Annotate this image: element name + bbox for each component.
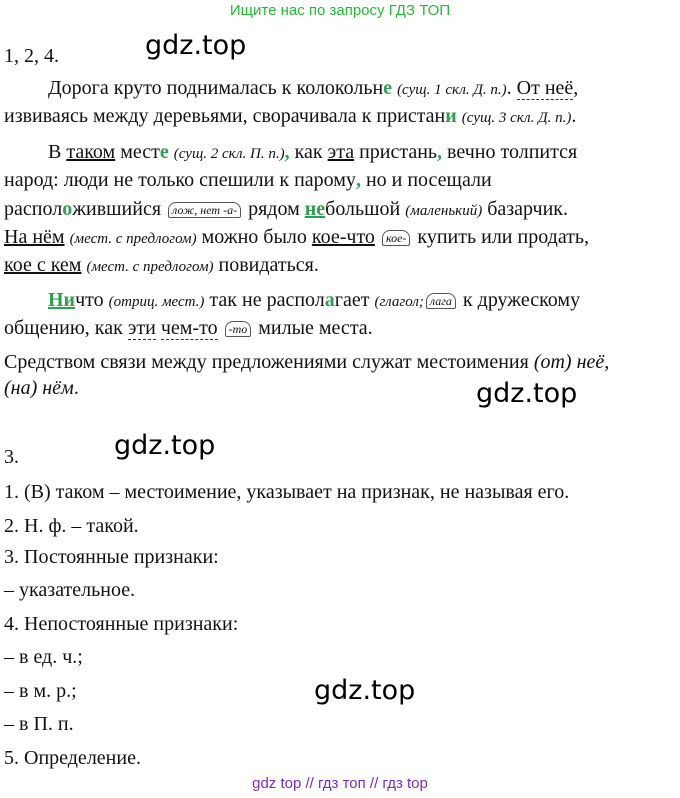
analysis-line: – в м. р.;	[4, 680, 77, 702]
analysis-line: – указательное.	[4, 579, 136, 601]
conclusion-line-1: Средством связи между предложениями служат местоимения (от) неё,	[4, 351, 610, 373]
watermark: gdz.top	[145, 30, 247, 61]
paragraph-1-line-1: Дорога круто поднималась к колокольне (сущ. 1 скл. Д. п.). От неё,	[48, 77, 579, 99]
analysis-line: 3. Постоянные признаки:	[4, 546, 219, 568]
task-number: 1, 2, 4.	[4, 45, 59, 67]
analysis-line: 4. Непостоянные признаки:	[4, 613, 239, 635]
morpheme-mark: -то	[225, 321, 252, 337]
paragraph-1-line-2: извиваясь между деревьями, сворачивала к пристани (сущ. 3 скл. Д. п.).	[4, 105, 577, 127]
morpheme-mark: лож, нет -а-	[168, 202, 241, 218]
watermark: gdz.top	[476, 378, 578, 409]
analysis-line: 2. Н. ф. – такой.	[4, 515, 139, 537]
paragraph-2-line-3: расположившийся лож, нет -а- рядом небольшой (маленький) базарчик.	[4, 198, 568, 220]
bottom-banner[interactable]: gdz top // гдз топ // гдз top	[252, 775, 428, 792]
analysis-line: 1. (В) таком – местоимение, указывает на признак, не называя его.	[4, 481, 570, 503]
root-mark: лага	[426, 293, 456, 309]
paragraph-2-line-4: На нём (мест. с предлогом) можно было кое-что кое- купить или продать,	[4, 226, 590, 248]
watermark: gdz.top	[114, 430, 216, 461]
analysis-line: – в П. п.	[4, 713, 74, 735]
paragraph-2-line-2: народ: люди не только спешили к парому, но и посещали	[4, 169, 492, 191]
morpheme-mark: кое-	[382, 230, 410, 246]
paragraph-3-line-2: общению, как эти чем-то -то милые места.	[4, 317, 373, 339]
paragraph-3-line-1: Ничто (отриц. мест.) так не располагает (глагол; лага к дружескому	[48, 289, 581, 311]
task-3-number: 3.	[4, 446, 19, 468]
watermark: gdz.top	[314, 675, 416, 706]
analysis-line: – в ед. ч.;	[4, 646, 83, 668]
paragraph-2-line-1: В таком месте (сущ. 2 скл. П. п.), как эта пристань, вечно толпится	[48, 141, 578, 163]
analysis-line: 5. Определение.	[4, 747, 141, 769]
conclusion-line-2: (на) нём.	[4, 377, 79, 399]
top-banner[interactable]: Ищите нас по запросу ГДЗ ТОП	[229, 2, 451, 19]
paragraph-2-line-5: кое с кем (мест. с предлогом) повидаться.	[4, 254, 319, 276]
